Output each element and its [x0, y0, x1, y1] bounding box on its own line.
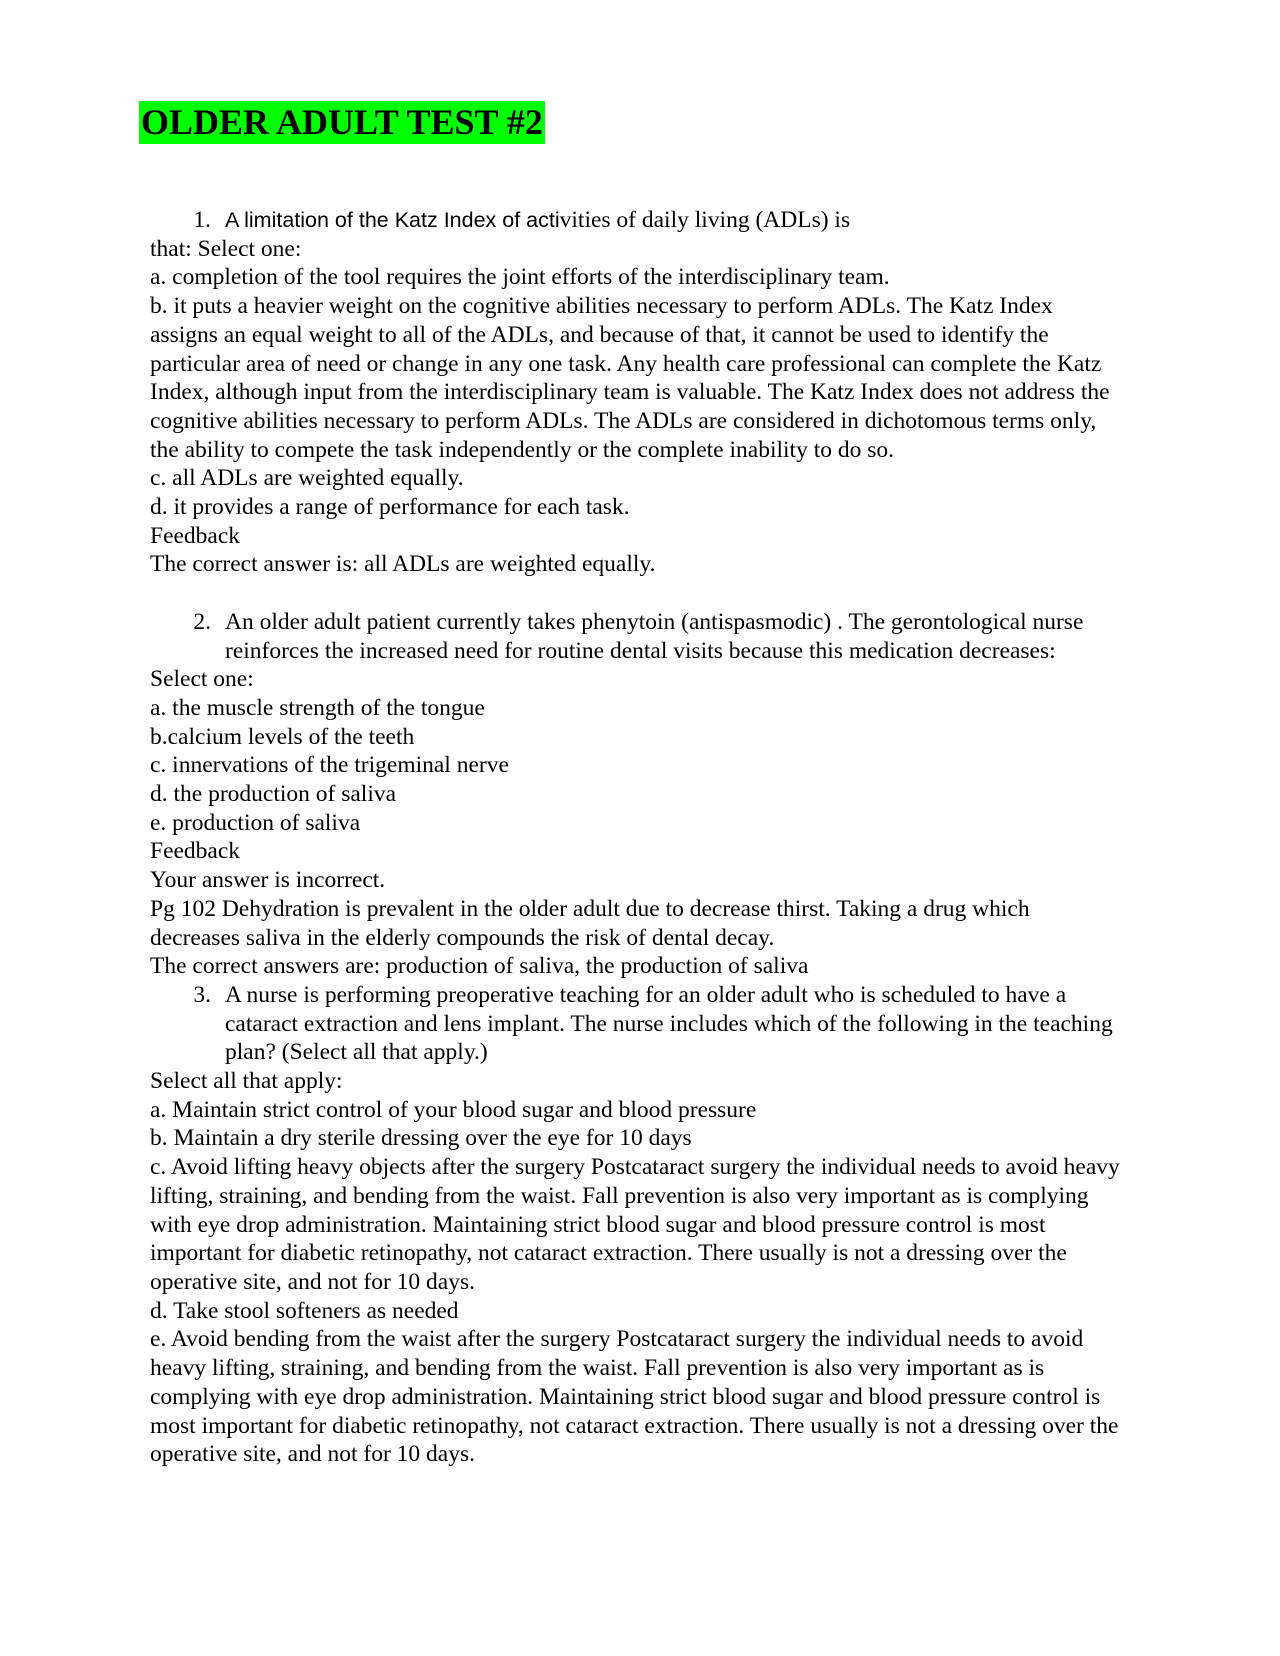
select-instruction: Select one:	[150, 666, 254, 693]
question-2	[150, 608, 1125, 665]
question-text-continued: that: Select one:	[150, 235, 302, 262]
answer-option: e. production of saliva	[150, 809, 361, 836]
question-text: A nurse is performing preoperative teaching for an older adult who is scheduled to have a cataract extraction and lens implant. The nurse includes which of the following in the teaching plan? (Select all that apply.)	[225, 981, 1113, 1066]
answer-option: a. Maintain strict control of your blood sugar and blood pressure	[150, 1096, 757, 1123]
feedback-result: Your answer is incorrect.	[150, 867, 386, 894]
answer-option: c. all ADLs are weighted equally.	[150, 465, 464, 492]
answer-option: b. it puts a heavier weight on the cognitive abilities necessary to perform ADLs. The Katz Index assigns an equal weight to all of the ADLs, and because of that, it cannot be used to identify the particular area of need or change in any one task. Any health care professional can complete the Katz Index, although input from the interdisciplinary team is valuable. The Katz Index does not address the cognitive abilities necessary to perform ADLs. The ADLs are considered in dichotomous terms only, the ability to compete the task independently or the complete inability to do so.	[150, 293, 1110, 463]
feedback-text: The correct answer is: all ADLs are weighted equally.	[150, 551, 656, 578]
answer-option: d. the production of saliva	[150, 781, 397, 808]
answer-option: c. innervations of the trigeminal nerve	[150, 752, 509, 779]
question-text: An older adult patient currently takes phenytoin (antispasmodic) . The gerontological nurse reinforces the increased need for routine dental visits because this medication decreases:	[225, 608, 1084, 664]
spacer	[150, 579, 1125, 608]
feedback-explanation: Pg 102 Dehydration is prevalent in the older adult due to decrease thirst. Taking a drug which decreases saliva in the elderly compounds the risk of dental decay.	[150, 895, 1030, 951]
page-title: OLDER ADULT TEST #2	[141, 102, 543, 142]
question-3	[150, 981, 1125, 1067]
answer-option: a. completion of the tool requires the joint efforts of the interdisciplinary team.	[150, 264, 890, 291]
answer-option: d. Take stool softeners as needed	[150, 1297, 459, 1324]
answer-option: d. it provides a range of performance for each task.	[150, 494, 630, 521]
question-number: 3.	[193, 981, 211, 1008]
question-text: A limitation of the Katz Index of activities of daily living (ADLs) is	[225, 207, 851, 233]
document-body	[150, 206, 1125, 1469]
answer-option: a. the muscle strength of the tongue	[150, 694, 485, 721]
answer-option: c. Avoid lifting heavy objects after the surgery Postcataract surgery the individual needs to avoid heavy lifting, straining, and bending from the waist. Fall prevention is also very important as is complying with eye drop administration. Maintaining strict blood sugar and blood pressure control is most important for diabetic retinopathy, not cataract extraction. There usually is not a dressing over the operative site, and not for 10 days.	[150, 1154, 1120, 1295]
question-number: 2.	[193, 608, 211, 635]
question-1	[150, 206, 1125, 235]
answer-option: e. Avoid bending from the waist after the surgery Postcataract surgery the individual needs to avoid heavy lifting, straining, and bending from the waist. Fall prevention is also very important as is complying with eye drop administration. Maintaining strict blood sugar and blood pressure control is most important for diabetic retinopathy, not cataract extraction. There usually is not a dressing over the operative site, and not for 10 days.	[150, 1326, 1119, 1468]
feedback-correct-answer: The correct answers are: production of saliva, the production of saliva	[150, 953, 809, 980]
answer-option: b.calcium levels of the teeth	[150, 723, 415, 750]
feedback-label: Feedback	[150, 522, 241, 549]
question-number: 1.	[193, 207, 211, 233]
answer-option: b. Maintain a dry sterile dressing over the eye for 10 days	[150, 1125, 692, 1152]
select-instruction: Select all that apply:	[150, 1068, 343, 1095]
feedback-label: Feedback	[150, 838, 241, 865]
